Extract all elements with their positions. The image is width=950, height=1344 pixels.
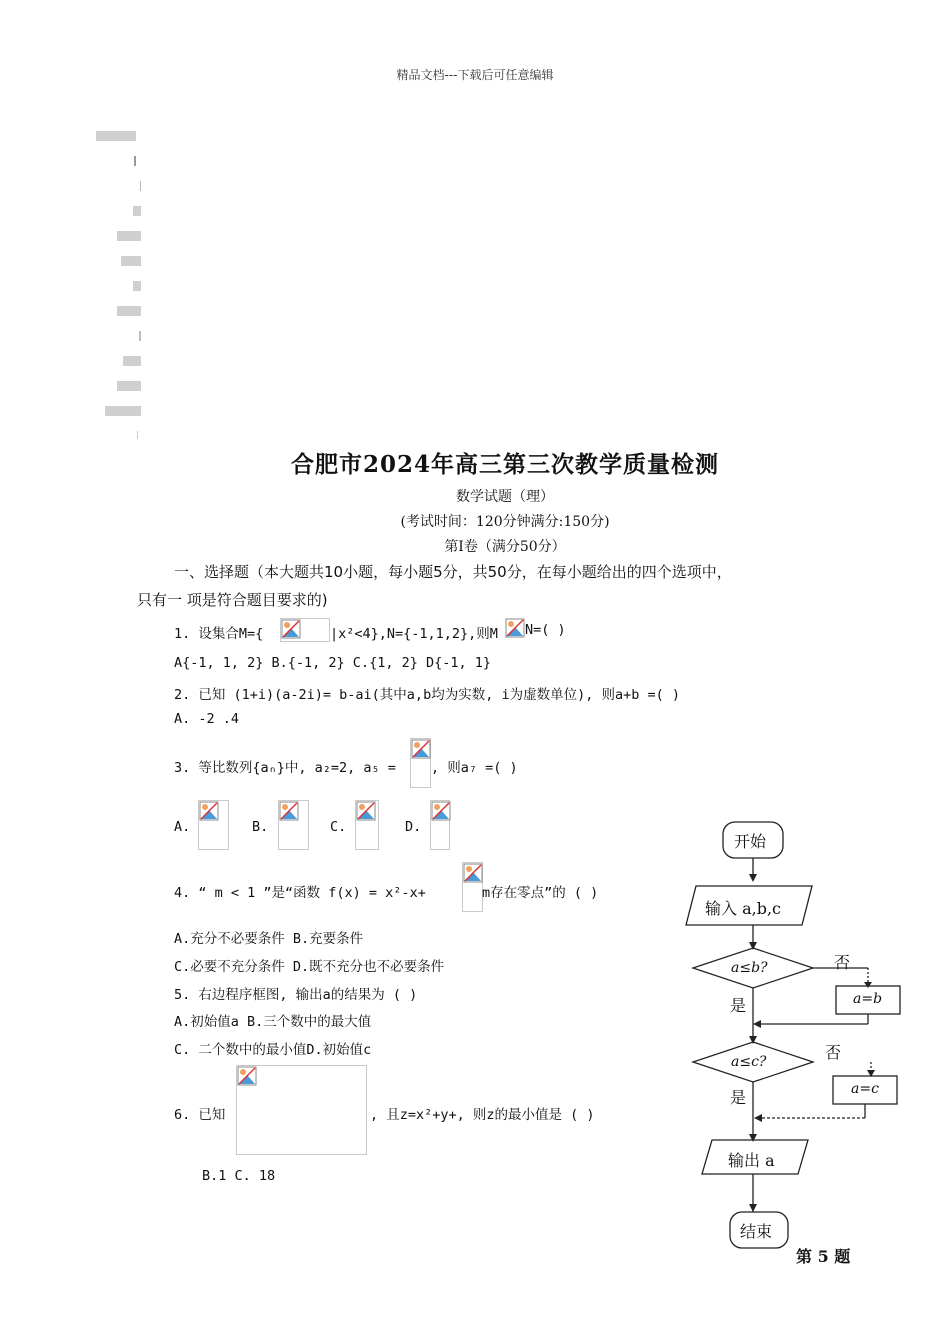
page-title: 合肥市2024年高三第三次教学质量检测 bbox=[290, 451, 719, 478]
q1-options: A{-1, 1, 2} B.{-1, 2} C.{1, 2} D{-1, 1} bbox=[174, 655, 491, 671]
q4-options-1: A.充分不必要条件 B.充要条件 bbox=[174, 931, 364, 947]
flowchart-start: 开始 bbox=[734, 832, 767, 851]
flowchart-yes-2: 是 bbox=[730, 1088, 747, 1107]
broken-image-icon bbox=[198, 800, 229, 850]
flowchart-yes-1: 是 bbox=[730, 996, 747, 1015]
page-header: 精品文档---下载后可任意编辑 bbox=[396, 68, 554, 82]
flowchart-no-1: 否 bbox=[834, 953, 851, 972]
exam-info: (考试时间：120分钟满分:150分) bbox=[400, 514, 610, 530]
broken-image-icon bbox=[410, 738, 431, 788]
flowchart-output: 输出 a bbox=[728, 1151, 775, 1170]
q3-text-pre: 3. 等比数列{aₙ}中, a₂=2, a₅ = bbox=[174, 760, 396, 776]
section-intro-line1: 一、选择题（本大题共10小题，每小题5分，共50分，在每小题给出的四个选项中， bbox=[174, 563, 732, 581]
broken-image-icon bbox=[355, 800, 379, 850]
broken-image-icon bbox=[236, 1065, 367, 1155]
flowchart-no-2: 否 bbox=[825, 1043, 842, 1062]
q3-option-a: A. bbox=[174, 819, 191, 835]
flowchart-condition-1: a≤b? bbox=[731, 960, 768, 976]
q5-text: 5. 右边程序框图, 输出a的结果为 ( ) bbox=[174, 987, 418, 1003]
flowchart-assign-2: a=c bbox=[851, 1081, 879, 1097]
q5-options-2: C. 二个数中的最小值D.初始值c bbox=[174, 1042, 372, 1058]
broken-image-icon bbox=[278, 800, 309, 850]
broken-image-icon bbox=[280, 618, 330, 642]
broken-image-icon bbox=[505, 618, 525, 638]
q6-text-pre: 6. 已知 bbox=[174, 1107, 226, 1123]
q5-options-1: A.初始值a B.三个数中的最大值 bbox=[174, 1014, 372, 1030]
section-intro-line2: 只有一 项是符合题目要求的) bbox=[137, 591, 328, 609]
q3-option-d: D. bbox=[405, 819, 422, 835]
q6-options: B.1 C. 18 bbox=[202, 1168, 276, 1184]
q1-text-pre: 1. 设集合M={ bbox=[174, 626, 264, 642]
q4-text-pre: 4. “ m < 1 ”是“函数 f(x) = x²-x+ bbox=[174, 885, 426, 901]
flowchart-assign-1: a=b bbox=[853, 991, 883, 1007]
q2-options: A. -2 .4 bbox=[174, 711, 240, 727]
q3-text-post: , 则a₇ =( ) bbox=[431, 760, 518, 776]
broken-image-icon bbox=[462, 862, 483, 912]
q1-text-post: N=( ) bbox=[525, 622, 566, 638]
flowchart-input: 输入 a,b,c bbox=[705, 899, 782, 918]
q4-text-post: m存在零点”的 ( ) bbox=[482, 885, 599, 901]
flowchart-end: 结束 bbox=[740, 1222, 773, 1241]
broken-image-icon bbox=[430, 800, 450, 850]
q3-option-c: C. bbox=[330, 819, 347, 835]
part-heading: 第Ⅰ卷（满分50分） bbox=[444, 539, 566, 555]
flowchart-caption: 第 5 题 bbox=[796, 1247, 851, 1266]
q6-text-post: , 且z=x²+y+, 则z的最小值是 ( ) bbox=[370, 1107, 595, 1123]
q3-option-b: B. bbox=[252, 819, 269, 835]
q2-text: 2. 已知 (1+i)(a-2i)= b-ai(其中a,b均为实数, i为虚数单位), 则a+b =( ) bbox=[174, 687, 680, 703]
q1-text-mid: |x²<4},N={-1,1,2},则M bbox=[330, 626, 498, 642]
flowchart-condition-2: a≤c? bbox=[731, 1054, 767, 1070]
subtitle: 数学试题（理） bbox=[456, 489, 554, 505]
q4-options-2: C.必要不充分条件 D.既不充分也不必要条件 bbox=[174, 959, 445, 975]
